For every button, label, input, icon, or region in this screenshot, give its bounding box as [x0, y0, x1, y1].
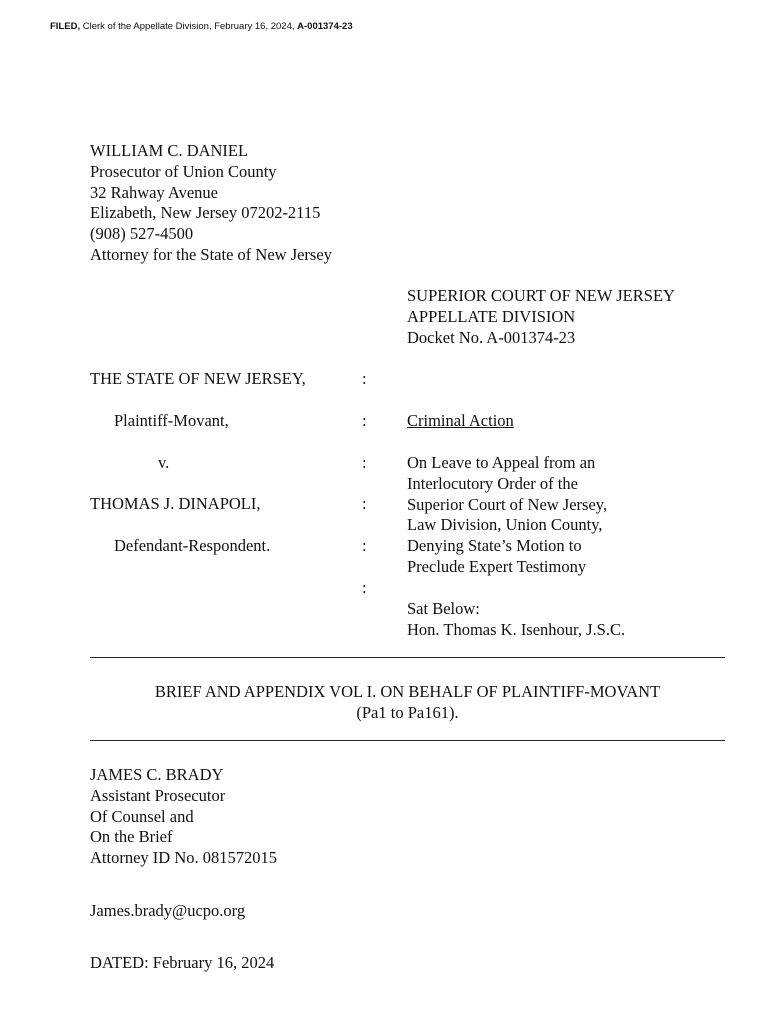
attorney-street: 32 Rahway Avenue [90, 182, 218, 202]
leave-line: Law Division, Union County, [407, 515, 603, 535]
brief-title-line1: BRIEF AND APPENDIX VOL I. ON BEHALF OF PLAINTIFF-MOVANT [154, 682, 661, 701]
judge-name: Hon. Thomas K. Isenhour, J.S.C. [407, 619, 626, 639]
caption-colon: : [362, 578, 367, 597]
court-docket: Docket No. A-001374-23 [407, 327, 576, 347]
caption-colon: : [362, 494, 367, 513]
leave-line: Interlocutory Order of the [407, 473, 578, 493]
caption-colon: : [362, 536, 367, 555]
counsel-role: Of Counsel and [90, 806, 194, 826]
caption-defendant: THOMAS J. DINAPOLI, [90, 494, 261, 513]
leave-line: Denying State’s Motion to [407, 536, 582, 556]
caption-colon: : [362, 369, 367, 388]
brief-title [90, 682, 725, 724]
attorney-office: Prosecutor of Union County [90, 161, 277, 181]
filing-stamp [50, 21, 353, 32]
caption-colon: : [362, 411, 367, 430]
divider-line [90, 657, 725, 658]
caption-versus: v. [158, 453, 170, 472]
caption-defendant-role: Defendant-Respondent. [114, 536, 271, 555]
sat-below-label: Sat Below: [407, 599, 480, 618]
attorney-city: Elizabeth, New Jersey 07202-2115 [90, 203, 321, 223]
divider-line [90, 740, 725, 741]
court-name: SUPERIOR COURT OF NEW JERSEY [407, 286, 675, 305]
counsel-block [90, 765, 277, 869]
counsel-title: Assistant Prosecutor [90, 785, 226, 805]
court-block [407, 286, 675, 348]
attorney-phone: (908) 527-4500 [90, 224, 194, 244]
counsel-role: On the Brief [90, 827, 173, 847]
filed-docket: A-001374-23 [297, 21, 353, 32]
caption-plaintiff: THE STATE OF NEW JERSEY, [90, 369, 306, 388]
counsel-attorney-id: Attorney ID No. 081572015 [90, 848, 277, 868]
caption-colon: : [362, 453, 367, 472]
court-division: APPELLATE DIVISION [407, 306, 576, 326]
counsel-email: James.brady@ucpo.org [90, 901, 246, 920]
caption-plaintiff-role: Plaintiff-Movant, [114, 411, 229, 430]
action-type: Criminal Action [407, 411, 514, 430]
attorney-header [90, 141, 332, 266]
brief-title-line2: (Pa1 to Pa161). [356, 702, 459, 722]
attorney-name: WILLIAM C. DANIEL [90, 141, 249, 160]
filed-text: Clerk of the Appellate Division, February 16, 2024, [80, 21, 298, 32]
leave-line: On Leave to Appeal from an [407, 453, 596, 472]
dated-line: DATED: February 16, 2024 [90, 953, 275, 972]
counsel-name: JAMES C. BRADY [90, 765, 224, 784]
filed-label: FILED, [50, 21, 81, 32]
attorney-role: Attorney for the State of New Jersey [90, 244, 332, 264]
leave-to-appeal [407, 453, 607, 578]
sat-below [407, 599, 625, 641]
leave-line: Superior Court of New Jersey, [407, 494, 608, 514]
leave-line: Preclude Expert Testimony [407, 556, 587, 576]
